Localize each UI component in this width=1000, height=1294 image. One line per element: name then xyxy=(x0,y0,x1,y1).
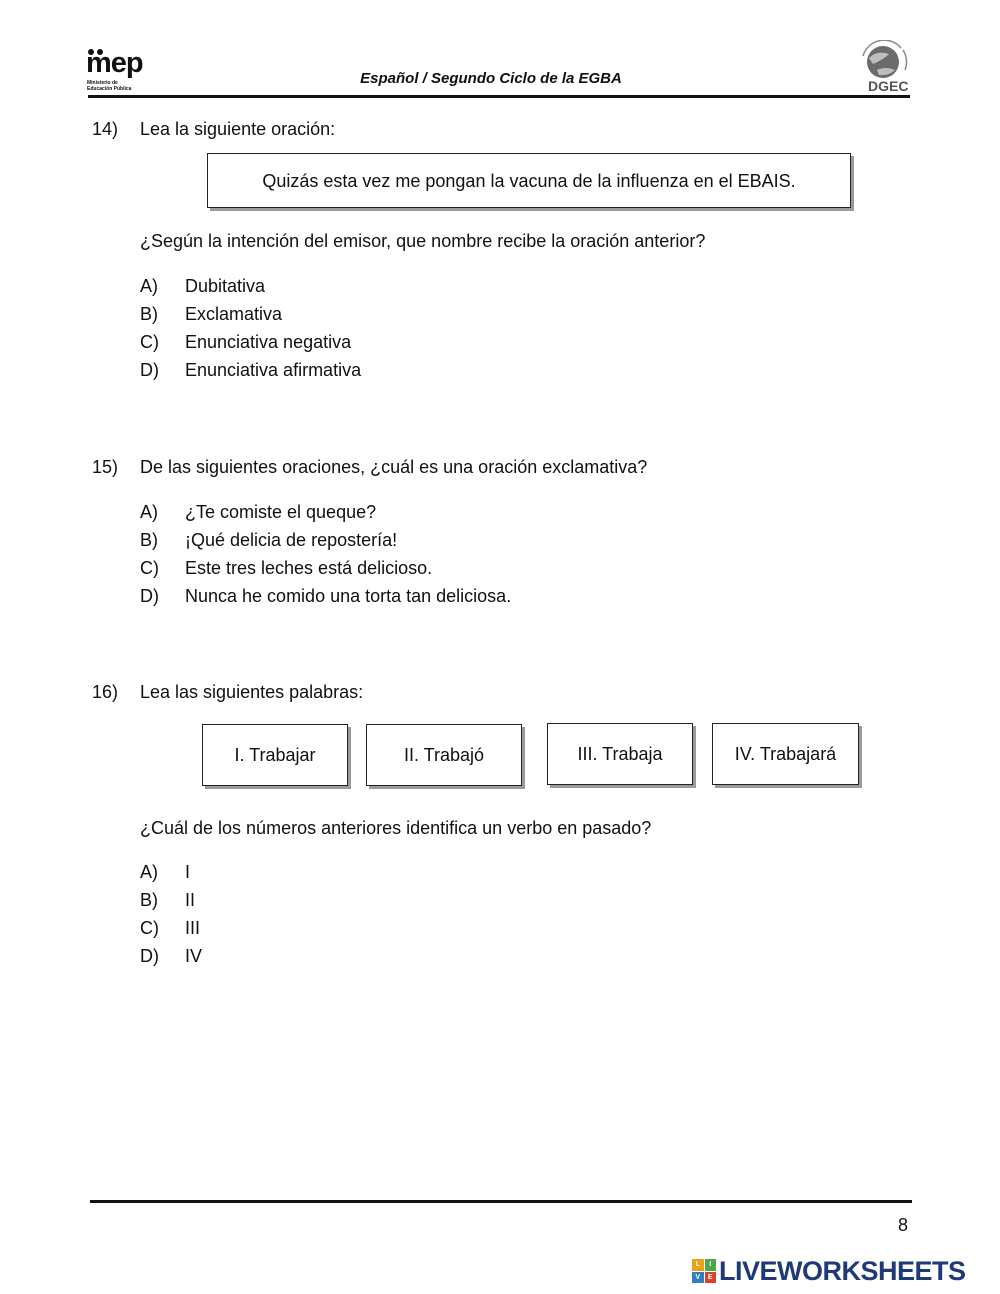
option-text[interactable]: Este tres leches está delicioso. xyxy=(185,558,433,578)
option-letter: A) xyxy=(140,276,158,296)
mep-logo-text: mep xyxy=(86,47,143,79)
option-letter: D) xyxy=(140,946,159,966)
footer-rule xyxy=(90,1200,912,1203)
option-text[interactable]: IV xyxy=(185,946,203,966)
dgec-logo xyxy=(855,40,915,96)
option-text[interactable]: ¡Qué delicia de repostería! xyxy=(185,530,398,550)
option-letter: A) xyxy=(140,862,158,882)
option-text[interactable]: Dubitativa xyxy=(185,276,266,296)
option-letter: C) xyxy=(140,918,159,938)
option-text[interactable]: Enunciativa afirmativa xyxy=(185,360,362,380)
liveworksheets-brand-text: LIVEWORKSHEETS xyxy=(719,1255,966,1286)
question-prompt: Lea las siguientes palabras: xyxy=(140,682,364,702)
word-box: II. Trabajó xyxy=(366,724,522,786)
question-prompt: De las siguientes oraciones, ¿cuál es una oración exclamativa? xyxy=(140,457,648,477)
question-text: ¿Cuál de los números anteriores identifica un verbo en pasado? xyxy=(140,818,652,838)
option-letter: B) xyxy=(140,304,158,324)
option-letter: A) xyxy=(140,502,158,522)
word-box: III. Trabaja xyxy=(547,723,693,785)
word-box: IV. Trabajará xyxy=(712,723,859,785)
option-letter: C) xyxy=(140,332,159,352)
question-number: 15) xyxy=(92,457,119,477)
option-text[interactable]: I xyxy=(185,862,191,882)
option-letter: B) xyxy=(140,530,158,550)
option-text[interactable]: Exclamativa xyxy=(185,304,283,324)
mep-logo-subtitle: Ministerio de Educación Pública xyxy=(87,80,132,92)
option-text[interactable]: II xyxy=(185,890,196,910)
word-box: I. Trabajar xyxy=(202,724,348,786)
question-text: ¿Según la intención del emisor, que nombre recibe la oración anterior? xyxy=(140,231,706,251)
dgec-logo-text: DGEC xyxy=(868,78,909,94)
option-letter: D) xyxy=(140,586,159,606)
option-text[interactable]: Nunca he comido una torta tan deliciosa. xyxy=(185,586,512,606)
liveworksheets-logo[interactable] xyxy=(692,1256,966,1286)
option-text[interactable]: Enunciativa negativa xyxy=(185,332,352,352)
liveworksheets-squares-icon: L I V E xyxy=(692,1259,716,1283)
page-number: 8 xyxy=(897,1215,908,1235)
page-header-title: Español / Segundo Ciclo de la EGBA xyxy=(360,70,622,87)
header-rule xyxy=(88,95,910,98)
question-number: 16) xyxy=(92,682,119,702)
option-letter: D) xyxy=(140,360,159,380)
question-number: 14) xyxy=(92,119,119,139)
option-letter: C) xyxy=(140,558,159,578)
question-prompt: Lea la siguiente oración: xyxy=(140,119,336,139)
option-text[interactable]: ¿Te comiste el queque? xyxy=(185,502,377,522)
boxed-sentence: Quizás esta vez me pongan la vacuna de la influenza en el EBAIS. xyxy=(207,153,851,208)
option-letter: B) xyxy=(140,890,158,910)
option-text[interactable]: III xyxy=(185,918,201,938)
